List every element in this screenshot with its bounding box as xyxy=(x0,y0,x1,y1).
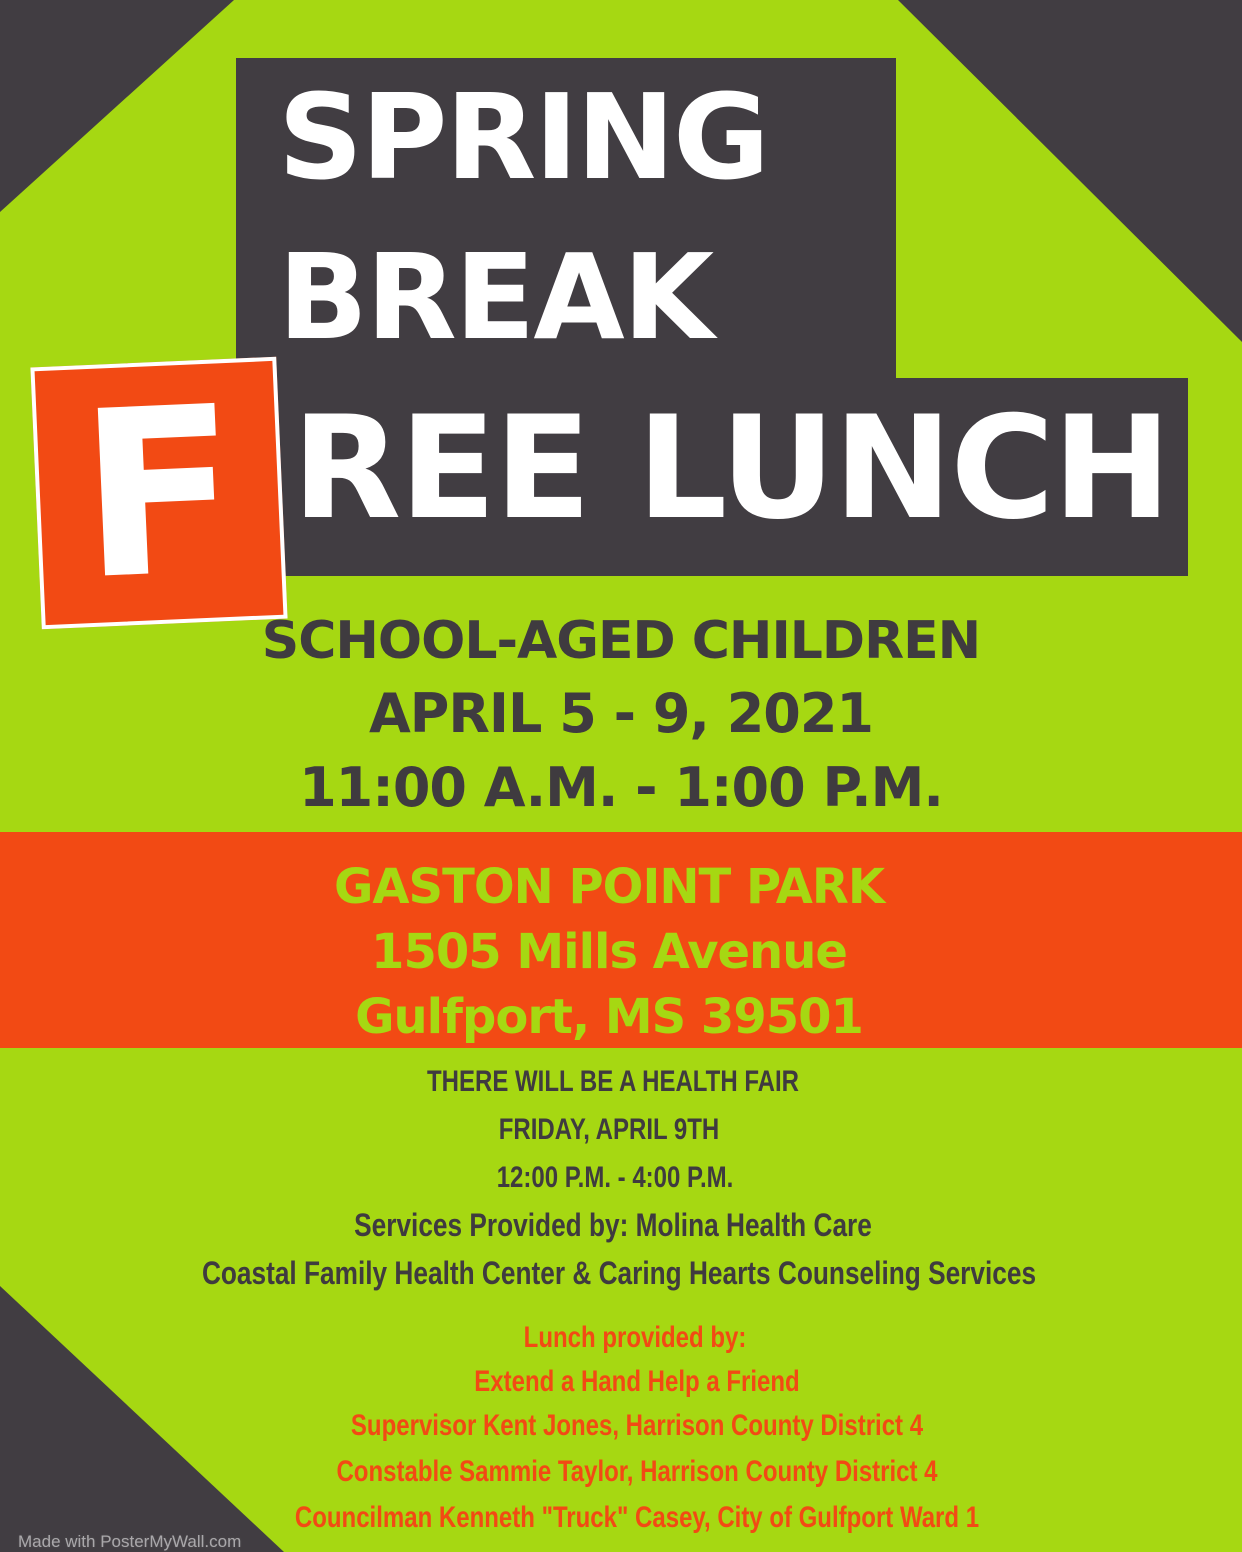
health-fair-line: THERE WILL BE A HEALTH FAIR xyxy=(427,1065,799,1098)
watermark: Made with PosterMyWall.com xyxy=(18,1532,242,1551)
lunch-sponsor-item: Supervisor Kent Jones, Harrison County District 4 xyxy=(350,1409,924,1442)
lunch-sponsor-item: Constable Sammie Taylor, Harrison County District 4 xyxy=(336,1455,938,1488)
title-spring: SPRING xyxy=(278,68,768,206)
corner-triangle-top-left xyxy=(0,0,240,220)
health-fair-services: Services Provided by: Molina Health Care xyxy=(354,1207,872,1243)
health-fair-time: 12:00 P.M. - 4:00 P.M. xyxy=(496,1161,734,1194)
lunch-sponsor-item: Extend a Hand Help a Friend xyxy=(474,1365,800,1398)
location-city: Gulfport, MS 39501 xyxy=(355,989,863,1045)
dates-text: APRIL 5 - 9, 2021 xyxy=(368,682,873,745)
health-fair-providers: Coastal Family Health Center & Caring Hearts Counseling Services xyxy=(201,1255,1037,1291)
audience-text: SCHOOL-AGED CHILDREN xyxy=(261,611,981,671)
title-break: BREAK xyxy=(278,228,713,366)
location-street: 1505 Mills Avenue xyxy=(371,924,847,980)
corner-triangle-top-right xyxy=(898,0,1242,350)
f-letter: F xyxy=(74,357,244,632)
health-fair-date: FRIDAY, APRIL 9TH xyxy=(498,1113,720,1146)
times-text: 11:00 A.M. - 1:00 P.M. xyxy=(299,756,943,819)
title-free-lunch-rest: REE LUNCH xyxy=(292,386,1170,551)
lunch-sponsor-item: Councilman Kenneth "Truck" Casey, City of Gulfport Ward 1 xyxy=(294,1501,980,1534)
lunch-sponsors-heading: Lunch provided by: xyxy=(523,1321,747,1354)
f-letter-badge xyxy=(30,357,287,632)
location-name: GASTON POINT PARK xyxy=(333,859,885,915)
